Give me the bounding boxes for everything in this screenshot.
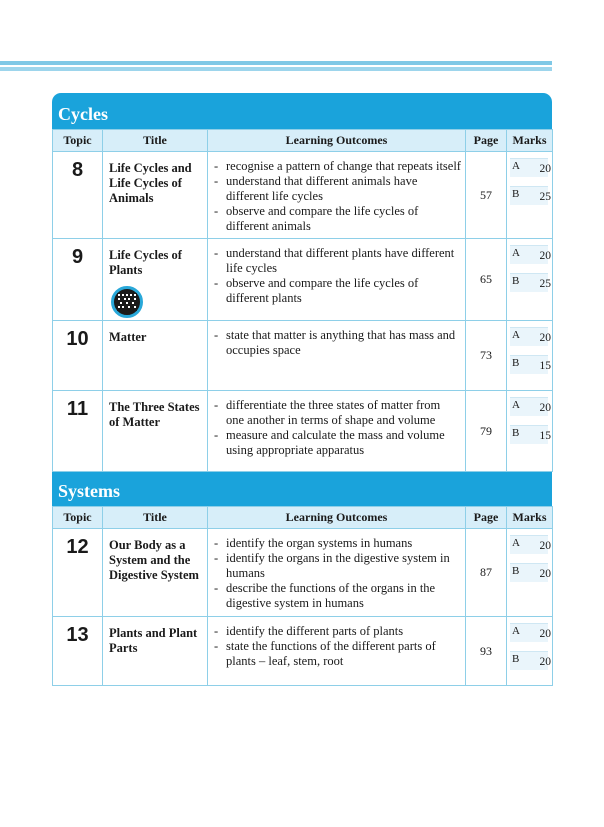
qr-code-icon[interactable] <box>111 286 143 318</box>
outcome-item: - understand that different animals have different life cycles <box>212 174 461 204</box>
mark-value-a: 20 <box>539 250 551 262</box>
outcome-item: - identify the organ systems in humans <box>212 536 461 551</box>
col-header-marks: Marks <box>507 130 553 152</box>
col-header-page: Page <box>466 130 507 152</box>
page-number[interactable]: 79 <box>466 391 507 472</box>
page-number[interactable]: 57 <box>466 152 507 239</box>
learning-outcomes <box>208 391 466 472</box>
section-heading-cycles: Cycles <box>52 93 552 129</box>
topic-title[interactable]: Plants and Plant Parts <box>103 617 208 686</box>
outcome-item: - describe the functions of the organs in the digestive system in humans <box>212 581 461 611</box>
topic-number: 9 <box>53 239 103 321</box>
col-header-outcomes: Learning Outcomes <box>208 507 466 529</box>
mark-box-b[interactable] <box>510 355 551 374</box>
mark-value-b: 25 <box>539 191 551 203</box>
table-row <box>53 391 553 472</box>
topic-number: 8 <box>53 152 103 239</box>
topic-number: 12 <box>53 529 103 617</box>
marks-cell <box>507 152 553 239</box>
marks-cell <box>507 239 553 321</box>
section-heading-systems: Systems <box>52 472 552 506</box>
mark-box-a[interactable] <box>510 158 551 177</box>
table-row <box>53 152 553 239</box>
topic-number: 13 <box>53 617 103 686</box>
mark-value-a: 20 <box>539 628 551 640</box>
topic-title-cell <box>103 239 208 321</box>
mark-label-b: B <box>512 565 520 577</box>
col-header-topic: Topic <box>53 130 103 152</box>
top-stripe <box>0 61 552 65</box>
outcome-item: - state the functions of the different parts of plants – leaf, stem, root <box>212 639 461 669</box>
mark-value-b: 15 <box>539 430 551 442</box>
systems-table <box>52 506 553 686</box>
learning-outcomes <box>208 617 466 686</box>
mark-label-a: A <box>512 160 520 172</box>
table-row <box>53 617 553 686</box>
page-number[interactable]: 73 <box>466 321 507 391</box>
page-number[interactable]: 87 <box>466 529 507 617</box>
mark-box-a[interactable] <box>510 245 551 264</box>
col-header-title: Title <box>103 507 208 529</box>
mark-value-a: 20 <box>539 332 551 344</box>
mark-box-b[interactable] <box>510 425 551 444</box>
outcome-item: - measure and calculate the mass and volume using appropriate apparatus <box>212 428 461 458</box>
mark-label-b: B <box>512 427 520 439</box>
mark-label-b: B <box>512 275 520 287</box>
learning-outcomes <box>208 239 466 321</box>
table-header-row <box>53 130 553 152</box>
col-header-title: Title <box>103 130 208 152</box>
cycles-table <box>52 129 553 472</box>
col-header-page: Page <box>466 507 507 529</box>
mark-box-b[interactable] <box>510 186 551 205</box>
mark-label-a: A <box>512 329 520 341</box>
mark-label-b: B <box>512 357 520 369</box>
topic-title[interactable]: Life Cycles of Plants <box>109 248 182 277</box>
topic-title[interactable]: Matter <box>103 321 208 391</box>
outcome-item: - recognise a pattern of change that repeats itself <box>212 159 461 174</box>
mark-box-b[interactable] <box>510 563 551 582</box>
marks-cell <box>507 321 553 391</box>
topic-number: 10 <box>53 321 103 391</box>
learning-outcomes <box>208 529 466 617</box>
table-row <box>53 529 553 617</box>
mark-label-b: B <box>512 188 520 200</box>
page-number[interactable]: 65 <box>466 239 507 321</box>
mark-box-a[interactable] <box>510 535 551 554</box>
mark-value-b: 20 <box>539 568 551 580</box>
col-header-marks: Marks <box>507 507 553 529</box>
table-row <box>53 321 553 391</box>
mark-value-a: 20 <box>539 163 551 175</box>
mark-label-b: B <box>512 653 520 665</box>
outcome-item: - identify the different parts of plants <box>212 624 461 639</box>
outcome-item: - state that matter is anything that has mass and occupies space <box>212 328 461 358</box>
outcome-item: - differentiate the three states of matter from one another in terms of shape and volume <box>212 398 461 428</box>
mark-label-a: A <box>512 625 520 637</box>
learning-outcomes <box>208 152 466 239</box>
table-row <box>53 239 553 321</box>
marks-cell <box>507 617 553 686</box>
mark-label-a: A <box>512 247 520 259</box>
marks-cell <box>507 529 553 617</box>
mark-box-b[interactable] <box>510 651 551 670</box>
mark-box-a[interactable] <box>510 623 551 642</box>
mark-value-a: 20 <box>539 402 551 414</box>
topic-title[interactable]: Life Cycles and Life Cycles of Animals <box>103 152 208 239</box>
learning-outcomes <box>208 321 466 391</box>
topic-title[interactable]: The Three States of Matter <box>103 391 208 472</box>
mark-value-a: 20 <box>539 540 551 552</box>
mark-label-a: A <box>512 399 520 411</box>
mark-box-b[interactable] <box>510 273 551 292</box>
mark-value-b: 20 <box>539 656 551 668</box>
outcome-item: - observe and compare the life cycles of different plants <box>212 276 461 306</box>
mark-value-b: 25 <box>539 278 551 290</box>
page-number[interactable]: 93 <box>466 617 507 686</box>
mark-label-a: A <box>512 537 520 549</box>
mark-value-b: 15 <box>539 360 551 372</box>
table-header-row <box>53 507 553 529</box>
topic-number: 11 <box>53 391 103 472</box>
qr-code-glyph <box>117 293 137 311</box>
col-header-outcomes: Learning Outcomes <box>208 130 466 152</box>
marks-cell <box>507 391 553 472</box>
topic-title[interactable]: Our Body as a System and the Digestive System <box>103 529 208 617</box>
top-stripe-lower <box>0 67 552 71</box>
mark-box-a[interactable] <box>510 327 551 346</box>
mark-box-a[interactable] <box>510 397 551 416</box>
outcome-item: - understand that different plants have different life cycles <box>212 246 461 276</box>
col-header-topic: Topic <box>53 507 103 529</box>
outcome-item: - identify the organs in the digestive system in humans <box>212 551 461 581</box>
outcome-item: - observe and compare the life cycles of different animals <box>212 204 461 234</box>
